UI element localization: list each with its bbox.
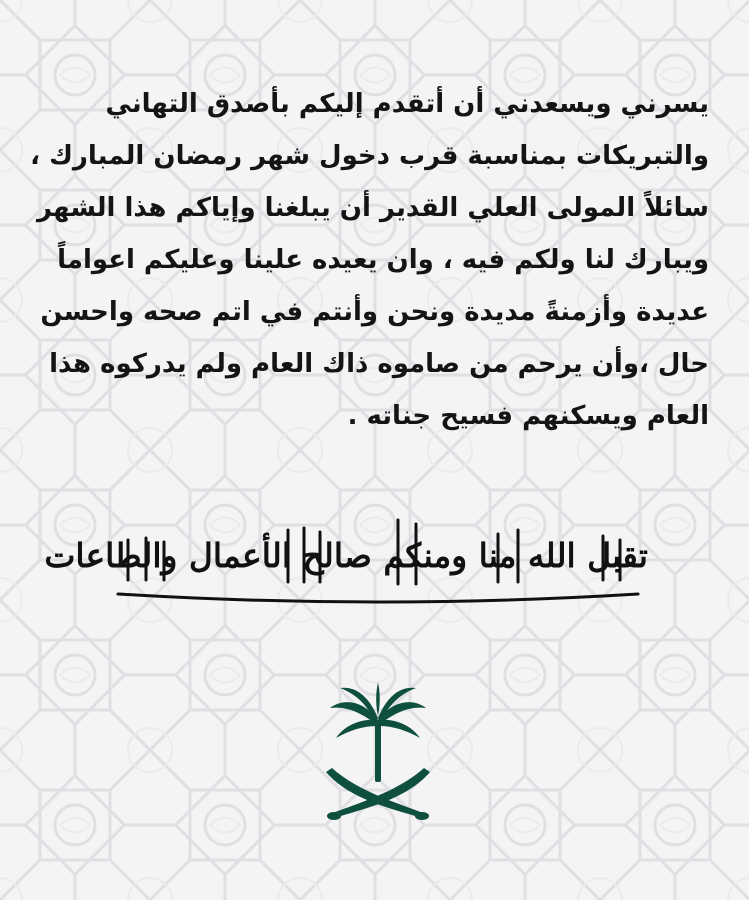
message-line-2: والتبريكات بمناسبة قرب دخول شهر رمضان المبارك ، bbox=[30, 141, 709, 171]
greeting-message bbox=[29, 78, 709, 442]
saudi-emblem-icon bbox=[318, 680, 438, 830]
message-line-4: ويبارك لنا ولكم فيه ، وان يعيده علينا وعليكم اعواماً bbox=[57, 245, 709, 275]
calligraphy-blessing bbox=[44, 510, 648, 620]
message-line-6: حال ،وأن يرحم من صاموه ذاك العام ولم يدركوه هذا bbox=[49, 349, 709, 379]
calligraphy-text: تقبل الله منا ومنكم صالح الأعمال والطاعات bbox=[44, 536, 648, 575]
message-line-7: العام ويسكنهم فسيح جناته . bbox=[347, 401, 709, 431]
message-line-3: سائلاً المولى العلي القدير أن يبلغنا وإياكم هذا الشهر bbox=[36, 193, 709, 223]
message-line-1: يسرني ويسعدني أن أتقدم إليكم بأصدق التهاني bbox=[105, 89, 709, 119]
message-line-5: عديدة وأزمنةً مديدة ونحن وأنتم في اتم صحه واحسن bbox=[40, 297, 709, 327]
